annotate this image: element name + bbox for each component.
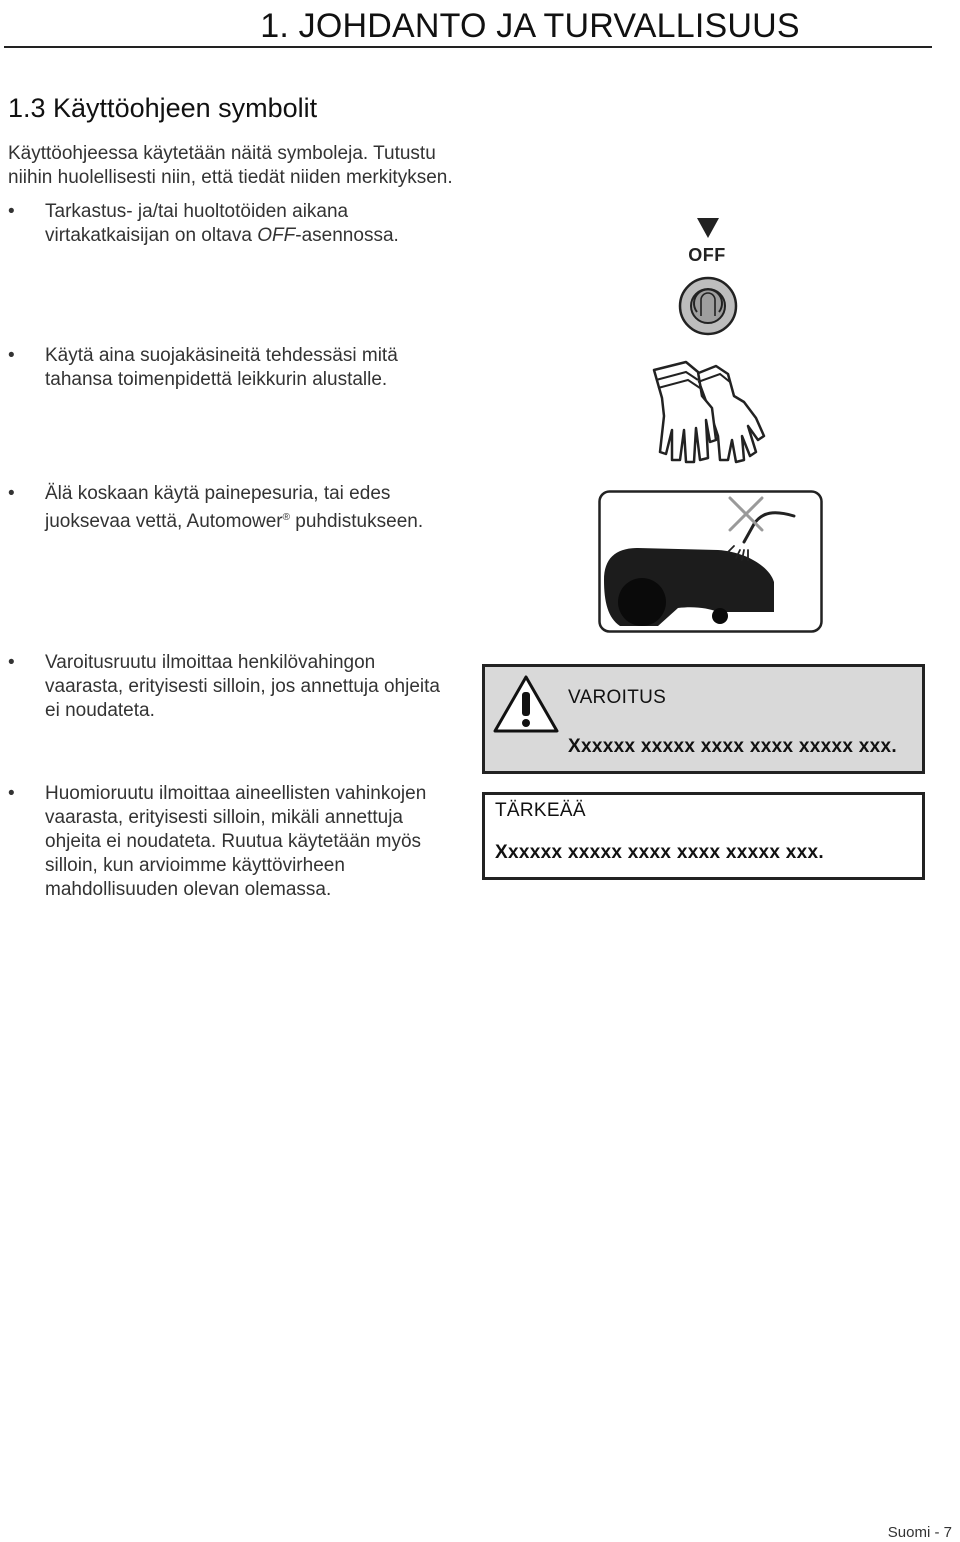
chapter-title: 1. JOHDANTO JA TURVALLISUUS — [260, 7, 800, 45]
protective-gloves-icon — [646, 356, 776, 472]
bullet-text: Käytä aina suojakäsineitä tehdessäsi mitä tahansa toimenpidettä leikkurin alustalle. — [45, 345, 398, 390]
off-emphasis: OFF — [257, 225, 296, 246]
bullet-warning-explanation — [8, 651, 458, 723]
bullet-gloves — [8, 344, 458, 392]
bullet-text: Varoitusruutu ilmoittaa henkilövahingon vaarasta, erityisesti silloin, jos annettuja ohjeita ei noudateta. — [45, 652, 440, 721]
warning-text: Xxxxxx xxxxx xxxx xxxx xxxxx xxx. — [568, 736, 897, 757]
bullet-no-washer — [8, 482, 458, 534]
page-footer: Suomi - 7 — [887, 1524, 952, 1541]
bullet-dot: • — [8, 783, 15, 804]
off-label: OFF — [688, 245, 726, 265]
important-title: TÄRKEÄÄ — [495, 800, 586, 821]
warning-triangle-icon — [492, 674, 560, 734]
bullet-text: Tarkastus- ja/tai huoltotöiden aikana virtakatkaisijan on oltava OFF-asennossa. — [45, 201, 399, 246]
section-intro: Käyttöohjeessa käytetään näitä symboleja. Tutustu niihin huolellisesti niin, että tiedät niiden merkityksen. — [8, 143, 453, 188]
registered-mark: ® — [282, 512, 291, 523]
bullet-dot: • — [8, 201, 15, 222]
bullet-text: Älä koskaan käytä painepesuria, tai edes juoksevaa vettä, Automower® puhdistukseen. — [45, 483, 424, 532]
bullet-dot: • — [8, 652, 15, 673]
no-pressure-washer-icon — [598, 490, 824, 634]
bullet-dot: • — [8, 345, 15, 366]
bullet-dot: • — [8, 483, 15, 504]
chapter-divider — [4, 46, 932, 48]
bullet-text: Huomioruutu ilmoittaa aineellisten vahinkojen vaarasta, erityisesti silloin, mikäli annettuja ohjeita ei noudateta. Ruutua käytetään myös silloin, kun arvioimme käyttövirheen mahdollisuuden olevan olemassa. — [45, 783, 427, 900]
bullet-off-switch — [8, 200, 458, 248]
warning-title: VAROITUS — [568, 687, 667, 708]
off-switch-icon — [676, 216, 738, 340]
section-title: 1.3 Käyttöohjeen symbolit — [8, 93, 318, 123]
bullet-important-explanation — [8, 782, 458, 902]
important-text: Xxxxxx xxxxx xxxx xxxx xxxxx xxx. — [495, 842, 824, 863]
